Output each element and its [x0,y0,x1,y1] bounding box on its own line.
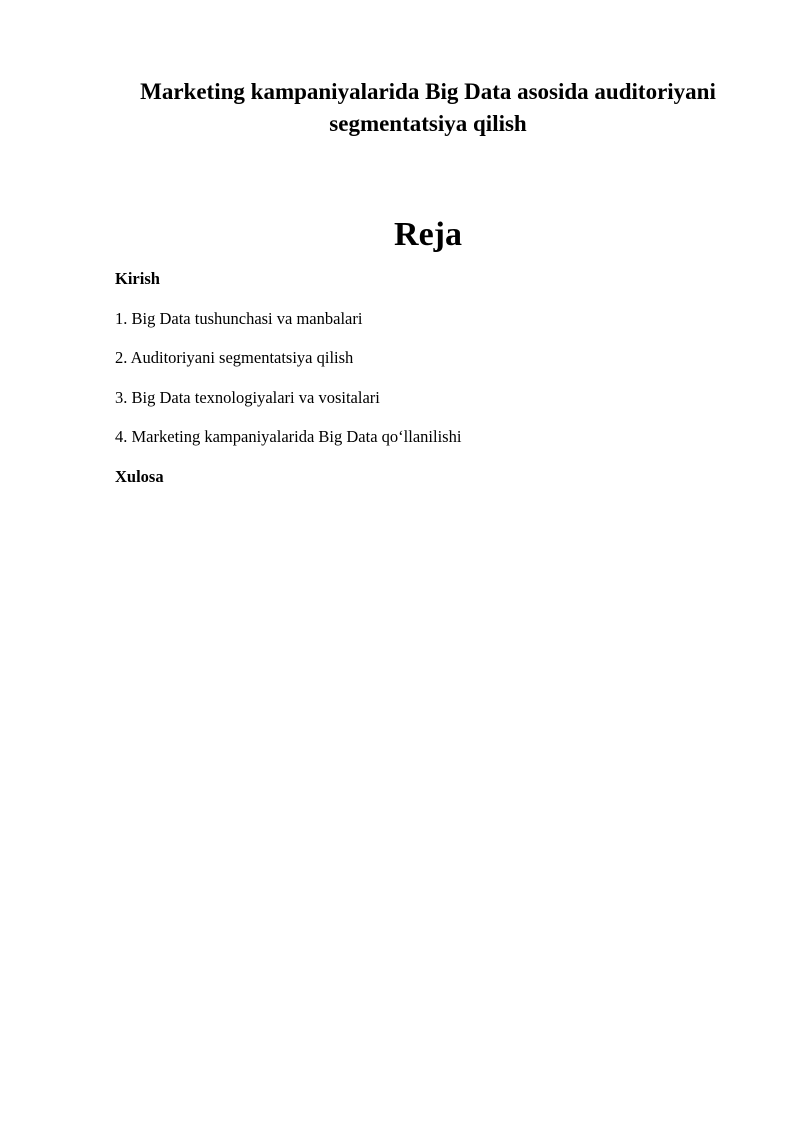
toc-item-conclusion: Xulosa [115,466,164,486]
toc-item-3: 3. Big Data texnologiyalari va vositalari [115,387,380,407]
toc-item-4: 4. Marketing kampaniyalarida Big Data qo‘llanilishi [115,427,462,446]
document-title: Marketing kampaniyalarida Big Data asosida auditoriyani segmentatsiya qilish [140,79,716,136]
toc-item-1: 1. Big Data tushunchasi va manbalari [115,308,363,328]
table-of-contents [115,268,741,505]
toc-item-2: 2. Auditoriyani segmentatsiya qilish [115,348,354,367]
toc-item-introduction: Kirish [115,269,160,288]
plan-heading: Reja [394,216,462,253]
